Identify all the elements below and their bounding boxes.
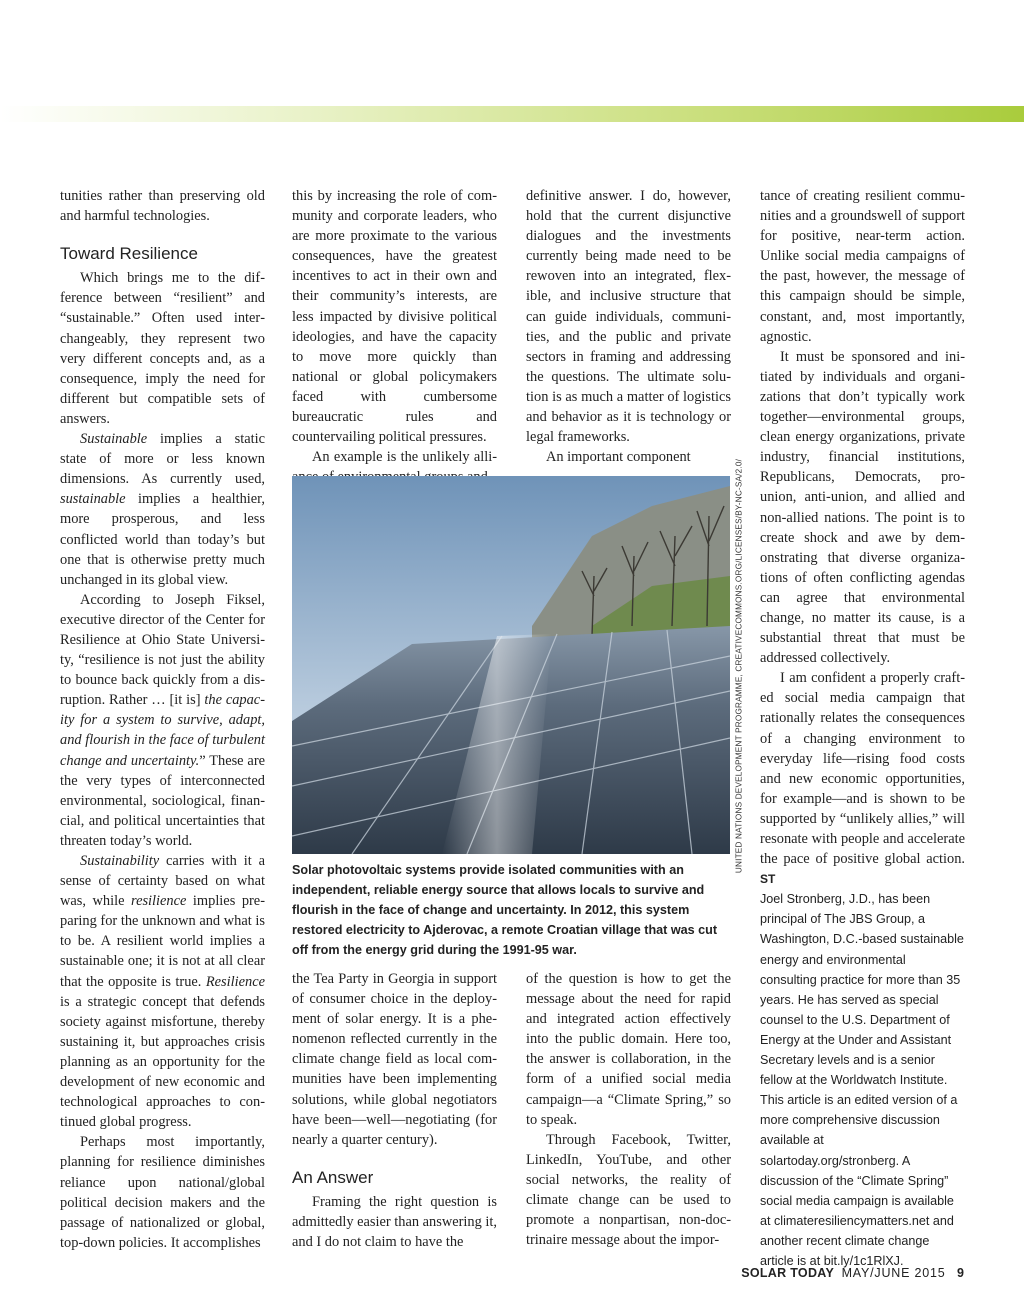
article-column-4 [760, 186, 965, 1271]
paragraph [60, 590, 265, 851]
paragraph: tance of creating resilient communities and a groundswell of support for positive, near-term action. Unlike social media campaigns of the past, however, the message of this campaign should be simple, constant, and, most importantly, agnostic. [760, 188, 965, 345]
paragraph: the Tea Party in Georgia in support of consumer choice in the deployment of solar energy. It is a phenomenon reflected currently in the climate change field as local communities have been implementing solutions, while global negotiators have been—well—negotiating (for nearly a quarter century). [292, 971, 497, 1148]
emphasis: Resilience [205, 973, 265, 990]
page-footer [741, 1266, 964, 1280]
paragraph: Framing the right question is admittedly easier than answering it, and I do not claim to have the [292, 1193, 498, 1251]
paragraph: this by increasing the role of community and corporate leaders, who are more proximate to the various consequences, have the greatest incentives to act in their own and their community’s interests, are less impacted by divisive political ideologies, and have the capacity to move more quickly than national or global policymakers faced with cumbersome bureaucratic rules and countervailing political pressures. [292, 188, 497, 446]
paragraph: An important component [546, 449, 691, 466]
section-heading-an-answer: An Answer [292, 1167, 374, 1187]
magazine-name: SOLAR TODAY [741, 1266, 835, 1280]
issue-date: MAY/JUNE 2015 [841, 1266, 946, 1280]
article-column-3-continued [526, 969, 731, 1250]
photo-caption: Solar photovoltaic systems provide isolated communities with an independent, reliable energy source that allows locals to survive and flourish in the face of change and uncertainty. In 2012, this system restored electricity to Ajderovac, a remote Croatian village that was cut off from the energy grid during the 1991-95 war. [292, 863, 718, 958]
paragraph [760, 668, 965, 889]
paragraph: of the question is how to get the message about the need for rapid and integrated action effectively into the public domain. Here too, the answer is collaboration, in the form of a unified social media campaign—a “Climate Spring,” so to speak. [526, 971, 731, 1128]
article-column-3 [526, 186, 731, 467]
emphasis: Sustainability [80, 853, 160, 869]
paragraph: tunities rather than preserving old and harmful technologies. [60, 188, 265, 225]
emphasis: Sustainable [80, 431, 148, 448]
photo-credit-text: UNITED NATIONS DEVELOPMENT PROGRAMME, CREATIVECOMMONS.ORG/LICENSES/BY-NC-SA/2.0/ [734, 458, 744, 874]
text: is a strategic concept that defends society against misfortune, thereby sustaining it, but approaches crisis planning as an opportunity for the development of new economic and technological approaches to continued global progress. [60, 993, 265, 1131]
article-column-1 [60, 186, 265, 1253]
paragraph [60, 851, 265, 1132]
page-number: 9 [957, 1266, 964, 1280]
emphasis: sustainable [60, 491, 126, 508]
article-column-2-continued [292, 969, 497, 1252]
text: carries with it a sense of certainty based on what was, while [60, 853, 265, 910]
text: According to Joseph Fiksel, executive director of the Center for Resilience at Ohio State University, “resilience is not just the ability to bounce back quickly from a disruption. Rather … [it is] [60, 591, 265, 709]
author-bio: Joel Stronberg, J.D., has been principal of The JBS Group, a Washington, D.C.-based sustainable energy and environmental consulting practice for more than 35 years. He has served as special counsel to the U.S. Department of Energy at the Under and Assistant Secretary levels and is a senior fellow at the Worldwatch Institute. This article is an edited version of a more comprehensive discussion available at solartoday.org/stronberg. A discussion of the “Climate Spring” social media campaign is available at climateresiliencymatters.net and another recent climate change article is at bit.ly/1c1RlXJ. [760, 892, 964, 1268]
emphasis: the capacity for a system to survive, adapt, and flourish in the face of turbulent change and uncertainty. [60, 692, 265, 769]
paragraph: definitive answer. I do, however, hold that the current disjunctive dialogues and the investments currently being made need to be rewoven into an integrated, flexible, and inclusive structure that can guide individuals, communities, and the public and private sectors in framing and addressing the questions. The ultimate solution is as much a matter of logistics and behavior as it is technology or legal frameworks. [526, 188, 731, 446]
paragraph: Through Facebook, Twitter, LinkedIn, YouTube, and other social networks, the reality of climate change can be used to promote a nonpartisan, non-doctrinaire message about the impor- [526, 1131, 731, 1249]
header-accent-bar [0, 106, 1024, 122]
paragraph [60, 429, 265, 590]
text: implies a healthier, more prosperous, and less conflicted world than today’s but one that is otherwise pretty much unchanged in its global view. [60, 491, 265, 588]
text: implies preparing for the unknown and what is to be. A resilient world implies a sustainable one; it is not at all clear that the opposite is true. [60, 893, 265, 990]
end-mark: ST [760, 872, 776, 887]
paragraph: Perhaps most importantly, planning for resilience diminishes reliance upon national/global political decision makers and the passage of nationalized or global, top-down policies. It accomplishes [60, 1134, 265, 1251]
photo-credit [732, 458, 746, 874]
paragraph: An example is the unlikely alli [312, 449, 497, 466]
paragraph: Which brings me to the difference between “resilient” and “sustainable.” Often used interchangeably, they represent two very different concepts and, as a consequence, imply the need for different but compatible sets of answers. [60, 270, 265, 427]
text: I am confident a properly crafted social media campaign that rationally relates the consequences of a changing environment to everyday life—rising food costs and new economic opportunities, for example—and is shown to be supported by “unlikely allies,” will resonate with people and accelerate the pace of positive global action. [760, 670, 965, 868]
section-heading-toward-resilience: Toward Resilience [60, 244, 198, 264]
paragraph: It must be sponsored and initiated by individuals and organizations that don’t typically work together—environmental groups, clean energy organizations, private industry, financial institutions, Republicans, Democrats, pro-union, anti-union, and allied and non-allied nations. The point is to create shock and awe by demonstrating that diverse organizations of often conflicting agendas can agree that environmental change, no matter its cause, is a substantial threat that must be addressed collectively. [760, 348, 965, 667]
text: implies a static state of more or less known dimensions. As currently used, [60, 431, 265, 488]
solar-panel-illustration [292, 476, 730, 854]
article-column-2 [292, 186, 497, 487]
text: ” These are the very types of interconnected environmental, sociological, financial, and political uncertainties that threaten today’s world. [60, 752, 265, 849]
emphasis: resilience [131, 893, 187, 910]
solar-panel-photo [292, 476, 730, 854]
